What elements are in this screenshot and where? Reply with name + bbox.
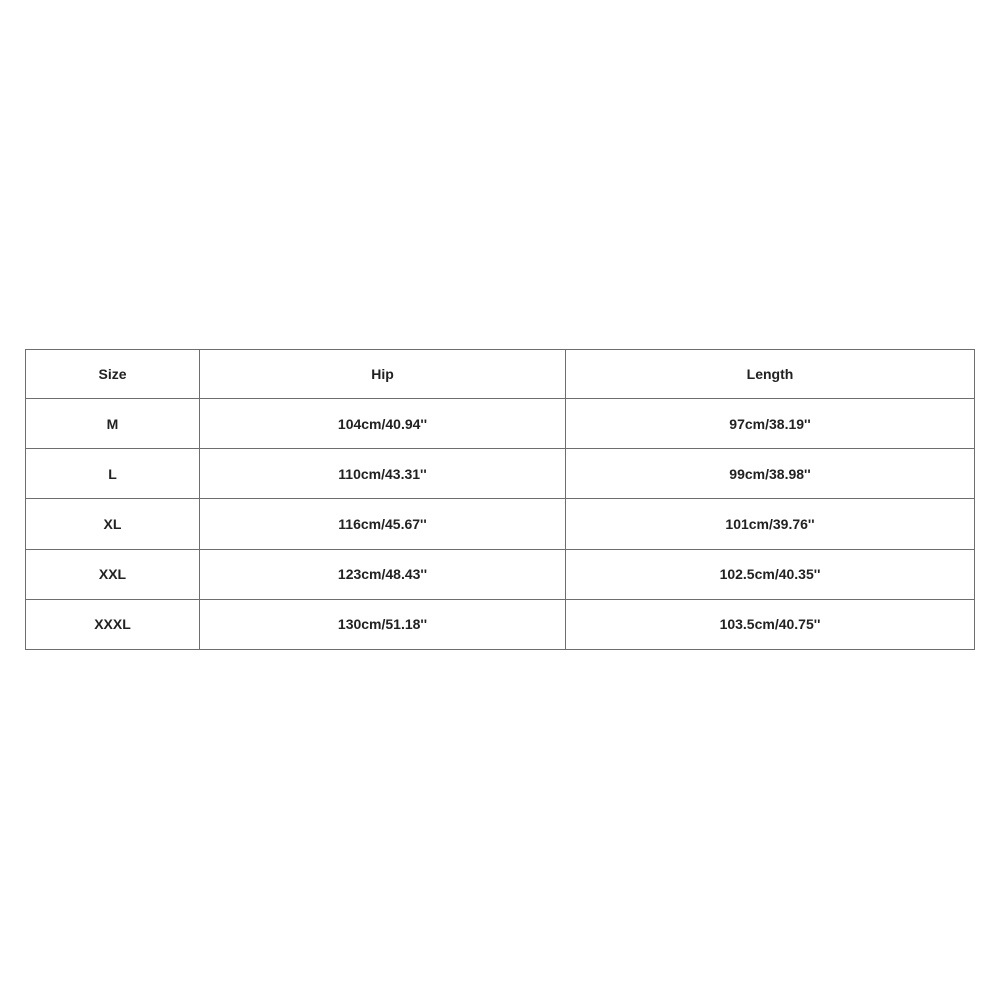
length-cell: 97cm/38.19'' (566, 399, 975, 449)
size-chart-table (25, 349, 975, 650)
length-cell: 99cm/38.98'' (566, 449, 975, 499)
table-row (26, 399, 975, 449)
table-header-row (26, 350, 975, 399)
length-cell: 103.5cm/40.75'' (566, 599, 975, 649)
length-cell: 102.5cm/40.35'' (566, 549, 975, 599)
size-cell: XL (26, 499, 200, 549)
hip-cell: 104cm/40.94'' (200, 399, 566, 449)
hip-cell: 130cm/51.18'' (200, 599, 566, 649)
length-cell: 101cm/39.76'' (566, 499, 975, 549)
table-row (26, 599, 975, 649)
size-cell: M (26, 399, 200, 449)
hip-cell: 116cm/45.67'' (200, 499, 566, 549)
table-row (26, 549, 975, 599)
hip-cell: 123cm/48.43'' (200, 549, 566, 599)
header-size: Size (26, 350, 200, 399)
header-hip: Hip (200, 350, 566, 399)
size-cell: XXL (26, 549, 200, 599)
size-cell: XXXL (26, 599, 200, 649)
table-row (26, 499, 975, 549)
hip-cell: 110cm/43.31'' (200, 449, 566, 499)
header-length: Length (566, 350, 975, 399)
table-row (26, 449, 975, 499)
size-cell: L (26, 449, 200, 499)
